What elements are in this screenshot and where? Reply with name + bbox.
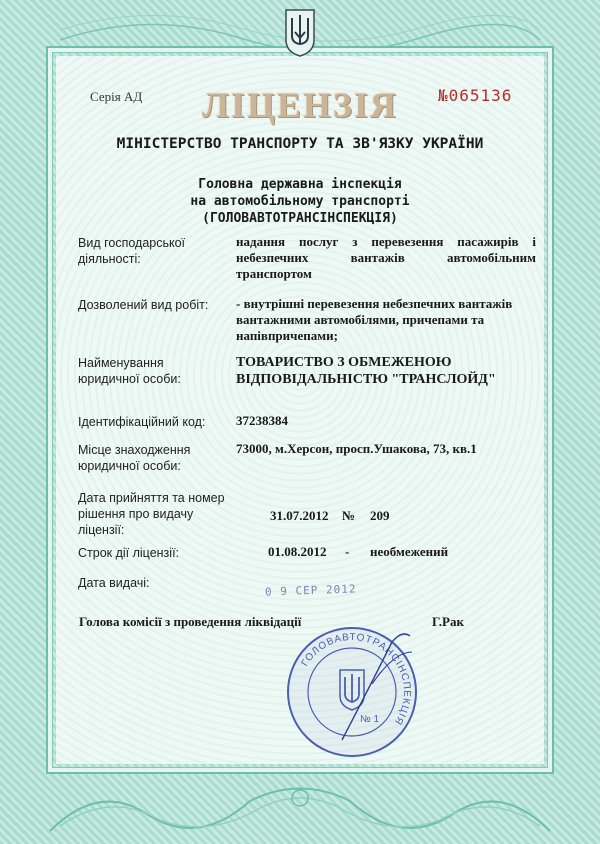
decision-number-sign: № (342, 508, 356, 523)
entity-label: Найменування юридичної особи: (78, 356, 181, 386)
bottom-ornament (40, 776, 560, 838)
license-number: №065136 (438, 86, 513, 105)
issue-date-label: Дата видачі: (78, 576, 150, 590)
term-end: необмежений (370, 544, 449, 559)
decision-date: 31.07.2012 (270, 508, 329, 523)
term-dash: - (345, 544, 350, 559)
works-label: Дозволений вид робіт: (78, 298, 209, 312)
activity-label: Вид господарської діяльності: (78, 236, 186, 266)
series-label: Серія АД (90, 89, 143, 104)
ministry-name: МІНІСТЕРСТВО ТРАНСПОРТУ ТА ЗВ'ЯЗКУ УКРАЇНИ (116, 136, 484, 152)
address-label: Місце знаходження юридичної особи: (78, 443, 191, 473)
signatory-name: Г.Рак (432, 614, 464, 629)
trident-emblem-icon (283, 6, 317, 58)
decision-label: Дата прийняття та номер рішення про видачу ліцензії: (78, 491, 225, 537)
inspection-line-2: на автомобільному транспорті (190, 194, 410, 209)
seal-ring-text: ГОЛОВАВТОТРАНСІНСПЕКЦІЯ (299, 631, 413, 728)
term-label: Строк дії ліцензії: (78, 546, 180, 560)
document-title: ЛІЦЕНЗІЯ (202, 85, 398, 125)
inspection-line-3: (ГОЛОВАВТОТРАНСІНСПЕКЦІЯ) (202, 211, 398, 226)
seal-number: № 1 (360, 714, 380, 725)
inspection-name (60, 176, 540, 227)
works-value: - внутрішні перевезення небезпечних вантажів вантажними автомобілями, причепами та напівпричепами; (236, 296, 513, 343)
inspection-line-1: Головна державна інспекція (198, 177, 402, 192)
signatory-position: Голова комісії з проведення ліквідації (79, 614, 302, 629)
code-value: 37238384 (236, 413, 288, 428)
address-value: 73000, м.Херсон, просп.Ушакова, 73, кв.1 (236, 441, 477, 456)
code-label: Ідентифікаційний код: (78, 415, 206, 429)
entity-value: ТОВАРИСТВО З ОБМЕЖЕНОЮ ВІДПОВІДАЛЬНІСТЮ "ТРАНСЛОЙД" (236, 355, 496, 387)
term-start: 01.08.2012 (268, 544, 327, 559)
issue-date-stamp: 0 9 СЕР 2012 (264, 582, 357, 599)
decision-number: 209 (370, 508, 390, 523)
activity-value: надання послуг з перевезення пасажирів і небезпечних вантажів автомобільним транспортом (236, 234, 536, 281)
official-seal (282, 622, 422, 762)
